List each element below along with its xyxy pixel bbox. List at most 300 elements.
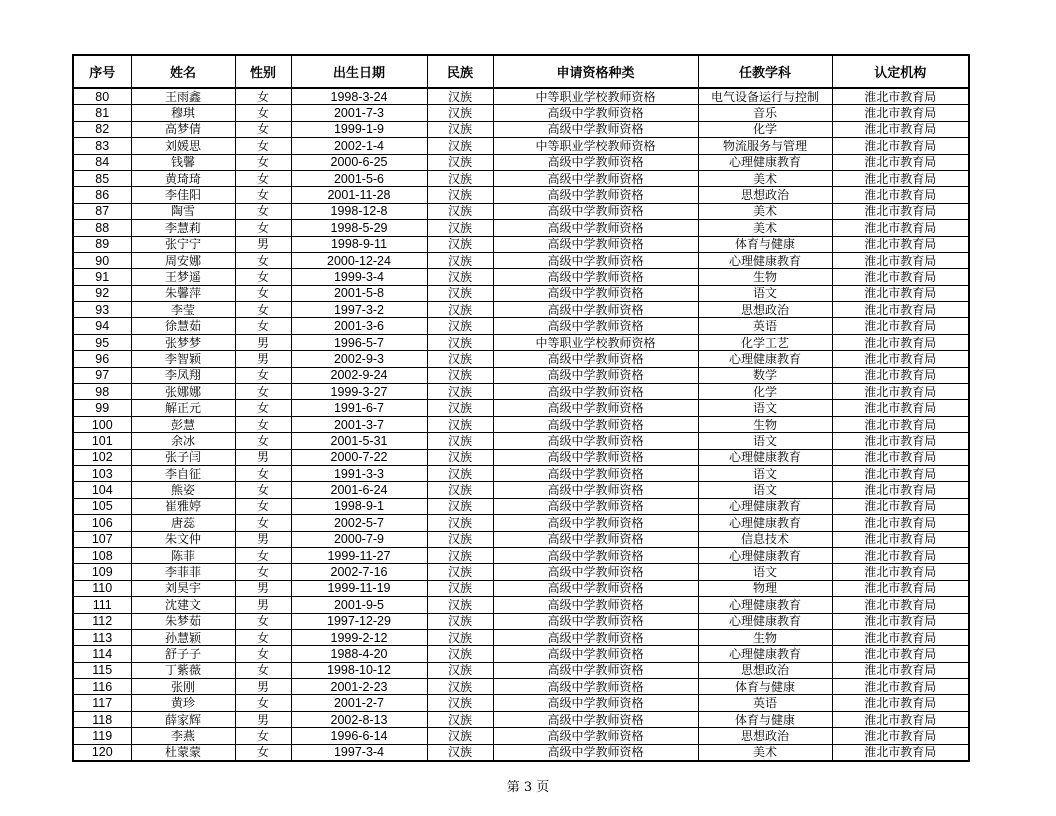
cell-ethnicity: 汉族 — [427, 269, 493, 285]
cell-ethnicity: 汉族 — [427, 433, 493, 449]
cell-ethnicity: 汉族 — [427, 465, 493, 481]
cell-birthdate: 1998-10-12 — [291, 662, 427, 678]
table-row — [73, 465, 969, 481]
table-row — [73, 744, 969, 761]
table-row — [73, 613, 969, 629]
cell-ethnicity: 汉族 — [427, 203, 493, 219]
table-row — [73, 498, 969, 514]
cell-subject: 化学工艺 — [698, 334, 832, 350]
cell-ethnicity: 汉族 — [427, 498, 493, 514]
cell-qualification: 高级中学教师资格 — [493, 252, 698, 268]
cell-authority: 淮北市教育局 — [832, 105, 969, 121]
cell-authority: 淮北市教育局 — [832, 285, 969, 301]
cell-qualification: 高级中学教师资格 — [493, 662, 698, 678]
cell-gender: 女 — [235, 269, 291, 285]
cell-ethnicity: 汉族 — [427, 367, 493, 383]
cell-gender: 女 — [235, 433, 291, 449]
cell-subject: 心理健康教育 — [698, 613, 832, 629]
cell-subject: 语文 — [698, 285, 832, 301]
cell-index: 112 — [73, 613, 131, 629]
table-row — [73, 400, 969, 416]
cell-qualification: 高级中学教师资格 — [493, 695, 698, 711]
cell-birthdate: 1998-9-11 — [291, 236, 427, 252]
cell-authority: 淮北市教育局 — [832, 384, 969, 400]
cell-qualification: 高级中学教师资格 — [493, 465, 698, 481]
cell-name: 李菲菲 — [131, 564, 235, 580]
col-header-ethnicity: 民族 — [427, 55, 493, 88]
cell-birthdate: 2002-9-3 — [291, 351, 427, 367]
cell-gender: 女 — [235, 662, 291, 678]
cell-index: 88 — [73, 220, 131, 236]
table-row — [73, 646, 969, 662]
cell-gender: 女 — [235, 384, 291, 400]
table-row — [73, 302, 969, 318]
table-row — [73, 580, 969, 596]
cell-birthdate: 2001-2-7 — [291, 695, 427, 711]
cell-authority: 淮北市教育局 — [832, 351, 969, 367]
cell-subject: 信息技术 — [698, 531, 832, 547]
cell-name: 李慧莉 — [131, 220, 235, 236]
table-row — [73, 662, 969, 678]
cell-name: 张刚 — [131, 679, 235, 695]
cell-authority: 淮北市教育局 — [832, 695, 969, 711]
cell-index: 117 — [73, 695, 131, 711]
cell-index: 90 — [73, 252, 131, 268]
cell-index: 96 — [73, 351, 131, 367]
cell-qualification: 高级中学教师资格 — [493, 416, 698, 432]
cell-name: 李燕 — [131, 728, 235, 744]
cell-index: 111 — [73, 597, 131, 613]
cell-subject: 音乐 — [698, 105, 832, 121]
col-header-index: 序号 — [73, 55, 131, 88]
cell-qualification: 高级中学教师资格 — [493, 515, 698, 531]
cell-qualification: 高级中学教师资格 — [493, 728, 698, 744]
cell-qualification: 高级中学教师资格 — [493, 482, 698, 498]
cell-authority: 淮北市教育局 — [832, 629, 969, 645]
col-header-qualification: 申请资格种类 — [493, 55, 698, 88]
cell-subject: 美术 — [698, 220, 832, 236]
cell-ethnicity: 汉族 — [427, 482, 493, 498]
cell-index: 84 — [73, 154, 131, 170]
cell-gender: 女 — [235, 416, 291, 432]
cell-birthdate: 2002-9-24 — [291, 367, 427, 383]
cell-qualification: 高级中学教师资格 — [493, 351, 698, 367]
cell-subject: 化学 — [698, 121, 832, 137]
cell-ethnicity: 汉族 — [427, 662, 493, 678]
cell-name: 李莹 — [131, 302, 235, 318]
cell-gender: 女 — [235, 187, 291, 203]
cell-gender: 女 — [235, 170, 291, 186]
cell-qualification: 高级中学教师资格 — [493, 384, 698, 400]
cell-ethnicity: 汉族 — [427, 711, 493, 727]
cell-subject: 电气设备运行与控制 — [698, 88, 832, 105]
cell-index: 86 — [73, 187, 131, 203]
cell-birthdate: 1997-3-2 — [291, 302, 427, 318]
cell-birthdate: 2000-7-22 — [291, 449, 427, 465]
cell-birthdate: 2001-11-28 — [291, 187, 427, 203]
cell-gender: 女 — [235, 220, 291, 236]
cell-ethnicity: 汉族 — [427, 695, 493, 711]
cell-authority: 淮北市教育局 — [832, 711, 969, 727]
cell-subject: 语文 — [698, 400, 832, 416]
cell-index: 106 — [73, 515, 131, 531]
cell-authority: 淮北市教育局 — [832, 187, 969, 203]
cell-subject: 心理健康教育 — [698, 154, 832, 170]
cell-authority: 淮北市教育局 — [832, 334, 969, 350]
cell-birthdate: 1997-3-4 — [291, 744, 427, 761]
cell-name: 陈菲 — [131, 547, 235, 563]
cell-index: 89 — [73, 236, 131, 252]
table-row — [73, 416, 969, 432]
header-row — [73, 55, 969, 88]
table-row — [73, 531, 969, 547]
cell-name: 张娜娜 — [131, 384, 235, 400]
cell-index: 93 — [73, 302, 131, 318]
cell-ethnicity: 汉族 — [427, 302, 493, 318]
cell-subject: 美术 — [698, 744, 832, 761]
cell-authority: 淮北市教育局 — [832, 252, 969, 268]
cell-gender: 男 — [235, 711, 291, 727]
table-row — [73, 433, 969, 449]
cell-name: 黄琦琦 — [131, 170, 235, 186]
cell-index: 91 — [73, 269, 131, 285]
cell-authority: 淮北市教育局 — [832, 465, 969, 481]
cell-ethnicity: 汉族 — [427, 679, 493, 695]
cell-index: 87 — [73, 203, 131, 219]
cell-qualification: 高级中学教师资格 — [493, 269, 698, 285]
cell-name: 朱梦茹 — [131, 613, 235, 629]
cell-qualification: 高级中学教师资格 — [493, 711, 698, 727]
cell-ethnicity: 汉族 — [427, 351, 493, 367]
cell-birthdate: 1998-12-8 — [291, 203, 427, 219]
cell-gender: 女 — [235, 744, 291, 761]
cell-name: 刘昊宇 — [131, 580, 235, 596]
cell-subject: 数学 — [698, 367, 832, 383]
cell-name: 舒子子 — [131, 646, 235, 662]
cell-subject: 物理 — [698, 580, 832, 596]
cell-ethnicity: 汉族 — [427, 646, 493, 662]
cell-birthdate: 2002-8-13 — [291, 711, 427, 727]
cell-gender: 女 — [235, 498, 291, 514]
cell-gender: 女 — [235, 515, 291, 531]
cell-subject: 英语 — [698, 695, 832, 711]
cell-qualification: 高级中学教师资格 — [493, 121, 698, 137]
cell-ethnicity: 汉族 — [427, 252, 493, 268]
cell-authority: 淮北市教育局 — [832, 433, 969, 449]
cell-authority: 淮北市教育局 — [832, 498, 969, 514]
cell-birthdate: 2002-5-7 — [291, 515, 427, 531]
cell-authority: 淮北市教育局 — [832, 121, 969, 137]
cell-gender: 女 — [235, 105, 291, 121]
cell-gender: 女 — [235, 154, 291, 170]
cell-gender: 女 — [235, 302, 291, 318]
cell-subject: 思想政治 — [698, 302, 832, 318]
cell-subject: 美术 — [698, 170, 832, 186]
cell-qualification: 高级中学教师资格 — [493, 449, 698, 465]
cell-ethnicity: 汉族 — [427, 318, 493, 334]
cell-gender: 女 — [235, 138, 291, 154]
cell-birthdate: 2001-5-6 — [291, 170, 427, 186]
cell-qualification: 高级中学教师资格 — [493, 285, 698, 301]
cell-authority: 淮北市教育局 — [832, 138, 969, 154]
cell-gender: 男 — [235, 679, 291, 695]
cell-birthdate: 2000-7-9 — [291, 531, 427, 547]
cell-name: 张子闫 — [131, 449, 235, 465]
table-row — [73, 384, 969, 400]
cell-authority: 淮北市教育局 — [832, 564, 969, 580]
col-header-gender: 性别 — [235, 55, 291, 88]
cell-name: 李佳阳 — [131, 187, 235, 203]
cell-index: 82 — [73, 121, 131, 137]
cell-name: 杜蒙蒙 — [131, 744, 235, 761]
cell-name: 李自征 — [131, 465, 235, 481]
cell-subject: 心理健康教育 — [698, 449, 832, 465]
cell-index: 108 — [73, 547, 131, 563]
col-header-name: 姓名 — [131, 55, 235, 88]
cell-authority: 淮北市教育局 — [832, 416, 969, 432]
cell-index: 98 — [73, 384, 131, 400]
cell-birthdate: 2000-12-24 — [291, 252, 427, 268]
cell-qualification: 高级中学教师资格 — [493, 597, 698, 613]
cell-gender: 男 — [235, 597, 291, 613]
table-row — [73, 105, 969, 121]
cell-ethnicity: 汉族 — [427, 138, 493, 154]
cell-birthdate: 2002-7-16 — [291, 564, 427, 580]
cell-gender: 女 — [235, 629, 291, 645]
table-row — [73, 679, 969, 695]
cell-index: 97 — [73, 367, 131, 383]
cell-ethnicity: 汉族 — [427, 88, 493, 105]
table-row — [73, 629, 969, 645]
cell-birthdate: 2001-3-7 — [291, 416, 427, 432]
cell-index: 101 — [73, 433, 131, 449]
cell-qualification: 高级中学教师资格 — [493, 318, 698, 334]
cell-subject: 英语 — [698, 318, 832, 334]
cell-gender: 女 — [235, 285, 291, 301]
cell-birthdate: 1999-11-27 — [291, 547, 427, 563]
cell-qualification: 高级中学教师资格 — [493, 547, 698, 563]
cell-ethnicity: 汉族 — [427, 515, 493, 531]
cell-qualification: 高级中学教师资格 — [493, 679, 698, 695]
cell-ethnicity: 汉族 — [427, 400, 493, 416]
cell-ethnicity: 汉族 — [427, 384, 493, 400]
cell-qualification: 中等职业学校教师资格 — [493, 138, 698, 154]
table-row — [73, 351, 969, 367]
cell-gender: 男 — [235, 580, 291, 596]
table-row — [73, 154, 969, 170]
cell-qualification: 中等职业学校教师资格 — [493, 88, 698, 105]
cell-subject: 体育与健康 — [698, 711, 832, 727]
cell-authority: 淮北市教育局 — [832, 367, 969, 383]
cell-index: 107 — [73, 531, 131, 547]
cell-gender: 女 — [235, 400, 291, 416]
cell-subject: 语文 — [698, 465, 832, 481]
cell-subject: 心理健康教育 — [698, 498, 832, 514]
cell-name: 穆琪 — [131, 105, 235, 121]
cell-name: 熊姿 — [131, 482, 235, 498]
table-row — [73, 170, 969, 186]
cell-subject: 语文 — [698, 433, 832, 449]
cell-index: 105 — [73, 498, 131, 514]
cell-index: 104 — [73, 482, 131, 498]
cell-index: 118 — [73, 711, 131, 727]
cell-ethnicity: 汉族 — [427, 580, 493, 596]
table-row — [73, 334, 969, 350]
cell-qualification: 高级中学教师资格 — [493, 203, 698, 219]
cell-birthdate: 1991-3-3 — [291, 465, 427, 481]
cell-ethnicity: 汉族 — [427, 547, 493, 563]
cell-qualification: 高级中学教师资格 — [493, 531, 698, 547]
cell-birthdate: 2001-5-8 — [291, 285, 427, 301]
cell-gender: 男 — [235, 334, 291, 350]
cell-ethnicity: 汉族 — [427, 416, 493, 432]
table-row — [73, 449, 969, 465]
cell-ethnicity: 汉族 — [427, 187, 493, 203]
cell-authority: 淮北市教育局 — [832, 613, 969, 629]
cell-ethnicity: 汉族 — [427, 220, 493, 236]
cell-gender: 女 — [235, 564, 291, 580]
cell-authority: 淮北市教育局 — [832, 531, 969, 547]
cell-subject: 心理健康教育 — [698, 646, 832, 662]
col-header-subject: 任教学科 — [698, 55, 832, 88]
table-row — [73, 187, 969, 203]
cell-subject: 心理健康教育 — [698, 351, 832, 367]
cell-name: 薛家辉 — [131, 711, 235, 727]
cell-qualification: 高级中学教师资格 — [493, 367, 698, 383]
cell-gender: 男 — [235, 236, 291, 252]
cell-index: 95 — [73, 334, 131, 350]
cell-authority: 淮北市教育局 — [832, 744, 969, 761]
cell-name: 李凤翔 — [131, 367, 235, 383]
cell-gender: 男 — [235, 449, 291, 465]
table-row — [73, 269, 969, 285]
cell-birthdate: 2001-9-5 — [291, 597, 427, 613]
cell-index: 92 — [73, 285, 131, 301]
cell-birthdate: 1999-11-19 — [291, 580, 427, 596]
cell-name: 周安娜 — [131, 252, 235, 268]
cell-name: 王梦遥 — [131, 269, 235, 285]
cell-authority: 淮北市教育局 — [832, 728, 969, 744]
cell-birthdate: 1999-1-9 — [291, 121, 427, 137]
table-row — [73, 711, 969, 727]
cell-name: 张梦梦 — [131, 334, 235, 350]
cell-authority: 淮北市教育局 — [832, 302, 969, 318]
cell-name: 徐慧茹 — [131, 318, 235, 334]
cell-index: 99 — [73, 400, 131, 416]
cell-name: 李智颖 — [131, 351, 235, 367]
cell-index: 85 — [73, 170, 131, 186]
cell-birthdate: 1998-3-24 — [291, 88, 427, 105]
cell-gender: 女 — [235, 318, 291, 334]
cell-birthdate: 1999-3-4 — [291, 269, 427, 285]
cell-qualification: 高级中学教师资格 — [493, 564, 698, 580]
cell-authority: 淮北市教育局 — [832, 318, 969, 334]
cell-gender: 女 — [235, 613, 291, 629]
table-row — [73, 121, 969, 137]
cell-ethnicity: 汉族 — [427, 728, 493, 744]
table-row — [73, 515, 969, 531]
table-row — [73, 285, 969, 301]
roster-table — [72, 54, 970, 762]
cell-subject: 心理健康教育 — [698, 515, 832, 531]
cell-subject: 语文 — [698, 482, 832, 498]
cell-subject: 生物 — [698, 629, 832, 645]
cell-name: 朱文仲 — [131, 531, 235, 547]
cell-authority: 淮北市教育局 — [832, 662, 969, 678]
cell-index: 83 — [73, 138, 131, 154]
cell-birthdate: 1991-6-7 — [291, 400, 427, 416]
cell-subject: 思想政治 — [698, 662, 832, 678]
cell-subject: 美术 — [698, 203, 832, 219]
cell-qualification: 高级中学教师资格 — [493, 646, 698, 662]
cell-gender: 女 — [235, 547, 291, 563]
cell-index: 94 — [73, 318, 131, 334]
table-row — [73, 318, 969, 334]
cell-name: 余冰 — [131, 433, 235, 449]
col-header-birthdate: 出生日期 — [291, 55, 427, 88]
cell-birthdate: 2000-6-25 — [291, 154, 427, 170]
cell-authority: 淮北市教育局 — [832, 580, 969, 596]
cell-ethnicity: 汉族 — [427, 170, 493, 186]
cell-name: 高梦倩 — [131, 121, 235, 137]
cell-authority: 淮北市教育局 — [832, 269, 969, 285]
table-row — [73, 138, 969, 154]
cell-qualification: 高级中学教师资格 — [493, 433, 698, 449]
cell-qualification: 高级中学教师资格 — [493, 580, 698, 596]
cell-qualification: 高级中学教师资格 — [493, 400, 698, 416]
cell-name: 钱馨 — [131, 154, 235, 170]
cell-index: 114 — [73, 646, 131, 662]
cell-birthdate: 2001-2-23 — [291, 679, 427, 695]
cell-subject: 物流服务与管理 — [698, 138, 832, 154]
cell-gender: 女 — [235, 482, 291, 498]
cell-gender: 女 — [235, 252, 291, 268]
cell-index: 115 — [73, 662, 131, 678]
cell-gender: 女 — [235, 646, 291, 662]
cell-qualification: 中等职业学校教师资格 — [493, 334, 698, 350]
table-row — [73, 220, 969, 236]
cell-gender: 女 — [235, 121, 291, 137]
cell-name: 王雨鑫 — [131, 88, 235, 105]
cell-ethnicity: 汉族 — [427, 334, 493, 350]
cell-ethnicity: 汉族 — [427, 613, 493, 629]
cell-authority: 淮北市教育局 — [832, 597, 969, 613]
cell-name: 张宁宁 — [131, 236, 235, 252]
table-header — [73, 55, 969, 88]
cell-birthdate: 2001-3-6 — [291, 318, 427, 334]
table-row — [73, 564, 969, 580]
cell-authority: 淮北市教育局 — [832, 170, 969, 186]
cell-qualification: 高级中学教师资格 — [493, 498, 698, 514]
cell-gender: 女 — [235, 695, 291, 711]
table-row — [73, 482, 969, 498]
cell-authority: 淮北市教育局 — [832, 400, 969, 416]
cell-subject: 思想政治 — [698, 187, 832, 203]
cell-name: 刘媛思 — [131, 138, 235, 154]
cell-authority: 淮北市教育局 — [832, 203, 969, 219]
cell-subject: 语文 — [698, 564, 832, 580]
cell-gender: 男 — [235, 531, 291, 547]
cell-authority: 淮北市教育局 — [832, 236, 969, 252]
cell-authority: 淮北市教育局 — [832, 482, 969, 498]
cell-ethnicity: 汉族 — [427, 531, 493, 547]
cell-qualification: 高级中学教师资格 — [493, 302, 698, 318]
table-row — [73, 252, 969, 268]
cell-authority: 淮北市教育局 — [832, 679, 969, 695]
cell-name: 解正元 — [131, 400, 235, 416]
cell-index: 110 — [73, 580, 131, 596]
cell-index: 80 — [73, 88, 131, 105]
